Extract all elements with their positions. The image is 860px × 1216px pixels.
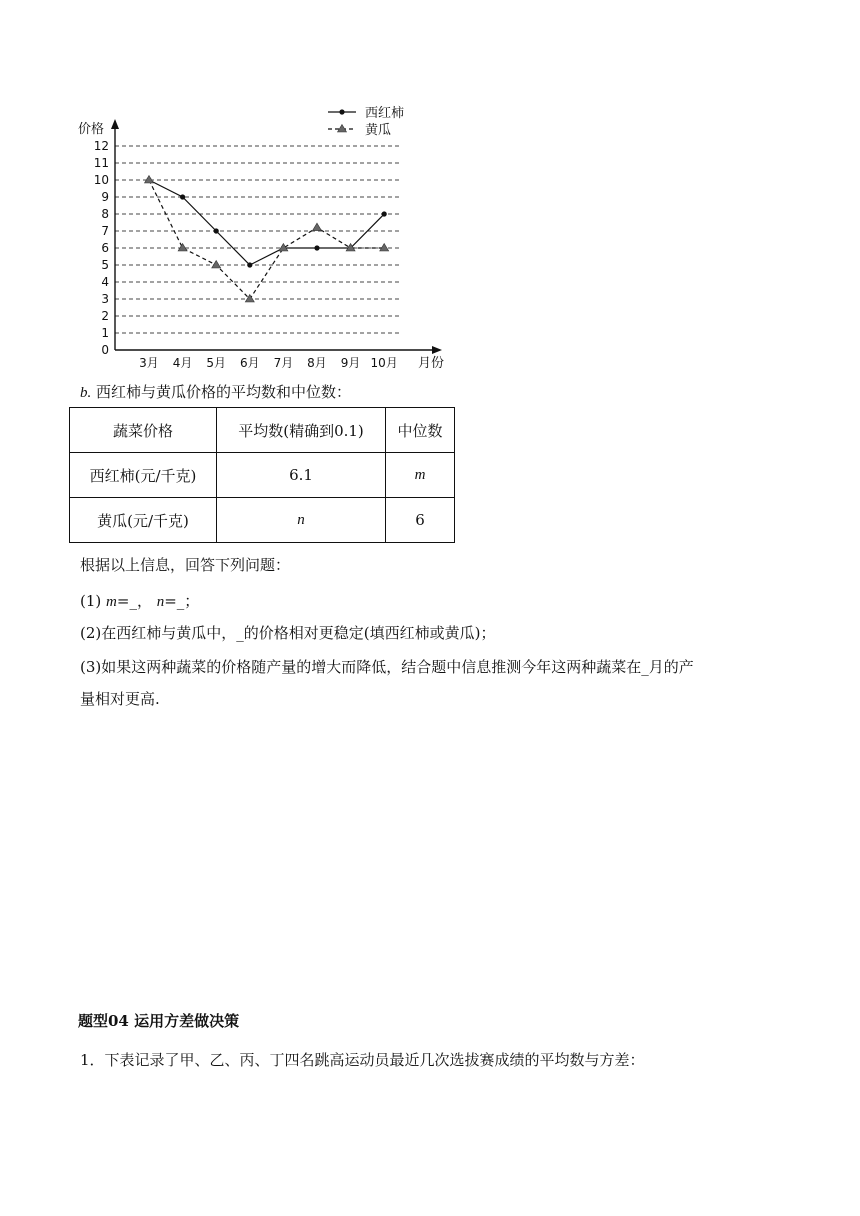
table-row (70, 453, 455, 498)
x-tick-label: 7月 (273, 356, 294, 370)
y-tick-label: 9 (101, 190, 109, 204)
caption-b-prefix: b. (80, 385, 92, 401)
price-line-chart (60, 95, 460, 375)
question-2: (2)在西红柿与黄瓜中，_的价格相对更稳定(填西红柿或黄瓜)； (80, 624, 496, 642)
legend-label: 西红柿 (365, 106, 405, 121)
x-tick-label: 10月 (370, 356, 398, 370)
y-tick-label: 2 (101, 309, 109, 323)
x-axis-label: 月份 (418, 356, 445, 371)
data-point (180, 194, 185, 199)
x-axis-arrow (432, 346, 442, 354)
table-cell: m (386, 453, 455, 498)
data-point (279, 244, 288, 252)
q1-m: m (106, 594, 117, 610)
legend-marker (339, 109, 344, 114)
y-tick-label: 1 (101, 326, 109, 340)
q1-mid: =_， (116, 592, 152, 610)
x-tick-label: 8月 (307, 356, 327, 370)
stats-table (69, 407, 455, 543)
x-tick-label: 9月 (340, 356, 361, 370)
y-tick-label: 0 (101, 343, 109, 357)
x-tick-labels (139, 356, 398, 370)
table-header-cell: 中位数 (386, 408, 455, 453)
data-point (247, 262, 252, 267)
data-point (380, 244, 389, 252)
caption-b (80, 381, 351, 404)
table-header-row (70, 408, 455, 453)
data-point (382, 211, 387, 216)
data-point (178, 244, 187, 252)
table-cell: 6.1 (217, 453, 386, 498)
y-tick-labels (94, 139, 109, 357)
table-cell: n (217, 498, 386, 543)
gridlines (115, 146, 400, 333)
table-cell: 西红柿(元/千克) (70, 453, 217, 498)
caption-b-text: 西红柿与黄瓜价格的平均数和中位数： (96, 383, 352, 401)
question-1 (80, 590, 199, 613)
y-tick-label: 12 (93, 139, 109, 153)
y-tick-label: 4 (101, 275, 109, 289)
data-point (212, 261, 221, 269)
section-heading: 题型04 运用方差做决策 (78, 1012, 240, 1030)
q1-prefix: (1) (80, 592, 102, 610)
y-tick-label: 6 (101, 241, 109, 255)
legend-label: 黄瓜 (365, 123, 392, 138)
section-item-1: 1．下表记录了甲、乙、丙、丁四名跳高运动员最近几次选拔赛成绩的平均数与方差： (80, 1051, 645, 1069)
y-axis-arrow (111, 119, 119, 129)
q1-n: n (156, 594, 165, 610)
question-3-line2: 量相对更高. (80, 690, 160, 708)
questions-intro: 根据以上信息，回答下列问题： (80, 556, 291, 574)
y-tick-label: 3 (101, 292, 109, 306)
y-tick-label: 11 (93, 156, 109, 170)
table-row (70, 498, 455, 543)
q1-end: =_； (164, 592, 200, 610)
data-point (313, 223, 322, 231)
series-line (149, 180, 384, 265)
table-header-cell: 蔬菜价格 (70, 408, 217, 453)
y-tick-label: 7 (101, 224, 109, 238)
table-header-cell: 平均数(精确到0.1) (217, 408, 386, 453)
x-tick-label: 5月 (206, 356, 227, 370)
x-tick-label: 6月 (239, 356, 260, 370)
y-tick-label: 10 (93, 173, 109, 187)
y-tick-label: 8 (101, 207, 109, 221)
chart-series (145, 176, 389, 303)
y-tick-label: 5 (101, 258, 109, 272)
legend-marker (338, 125, 347, 133)
x-tick-label: 3月 (139, 356, 159, 370)
x-tick-label: 4月 (172, 356, 193, 370)
data-point (314, 245, 319, 250)
table-cell: 黄瓜(元/千克) (70, 498, 217, 543)
data-point (214, 228, 219, 233)
table-cell: 6 (386, 498, 455, 543)
axes (111, 119, 442, 354)
data-point (145, 176, 154, 184)
question-3-line1: (3)如果这两种蔬菜的价格随产量的增大而降低，结合题中信息推测今年这两种蔬菜在_月的产 (80, 658, 694, 676)
chart-legend (328, 105, 404, 138)
y-axis-label: 价格 (78, 122, 105, 137)
